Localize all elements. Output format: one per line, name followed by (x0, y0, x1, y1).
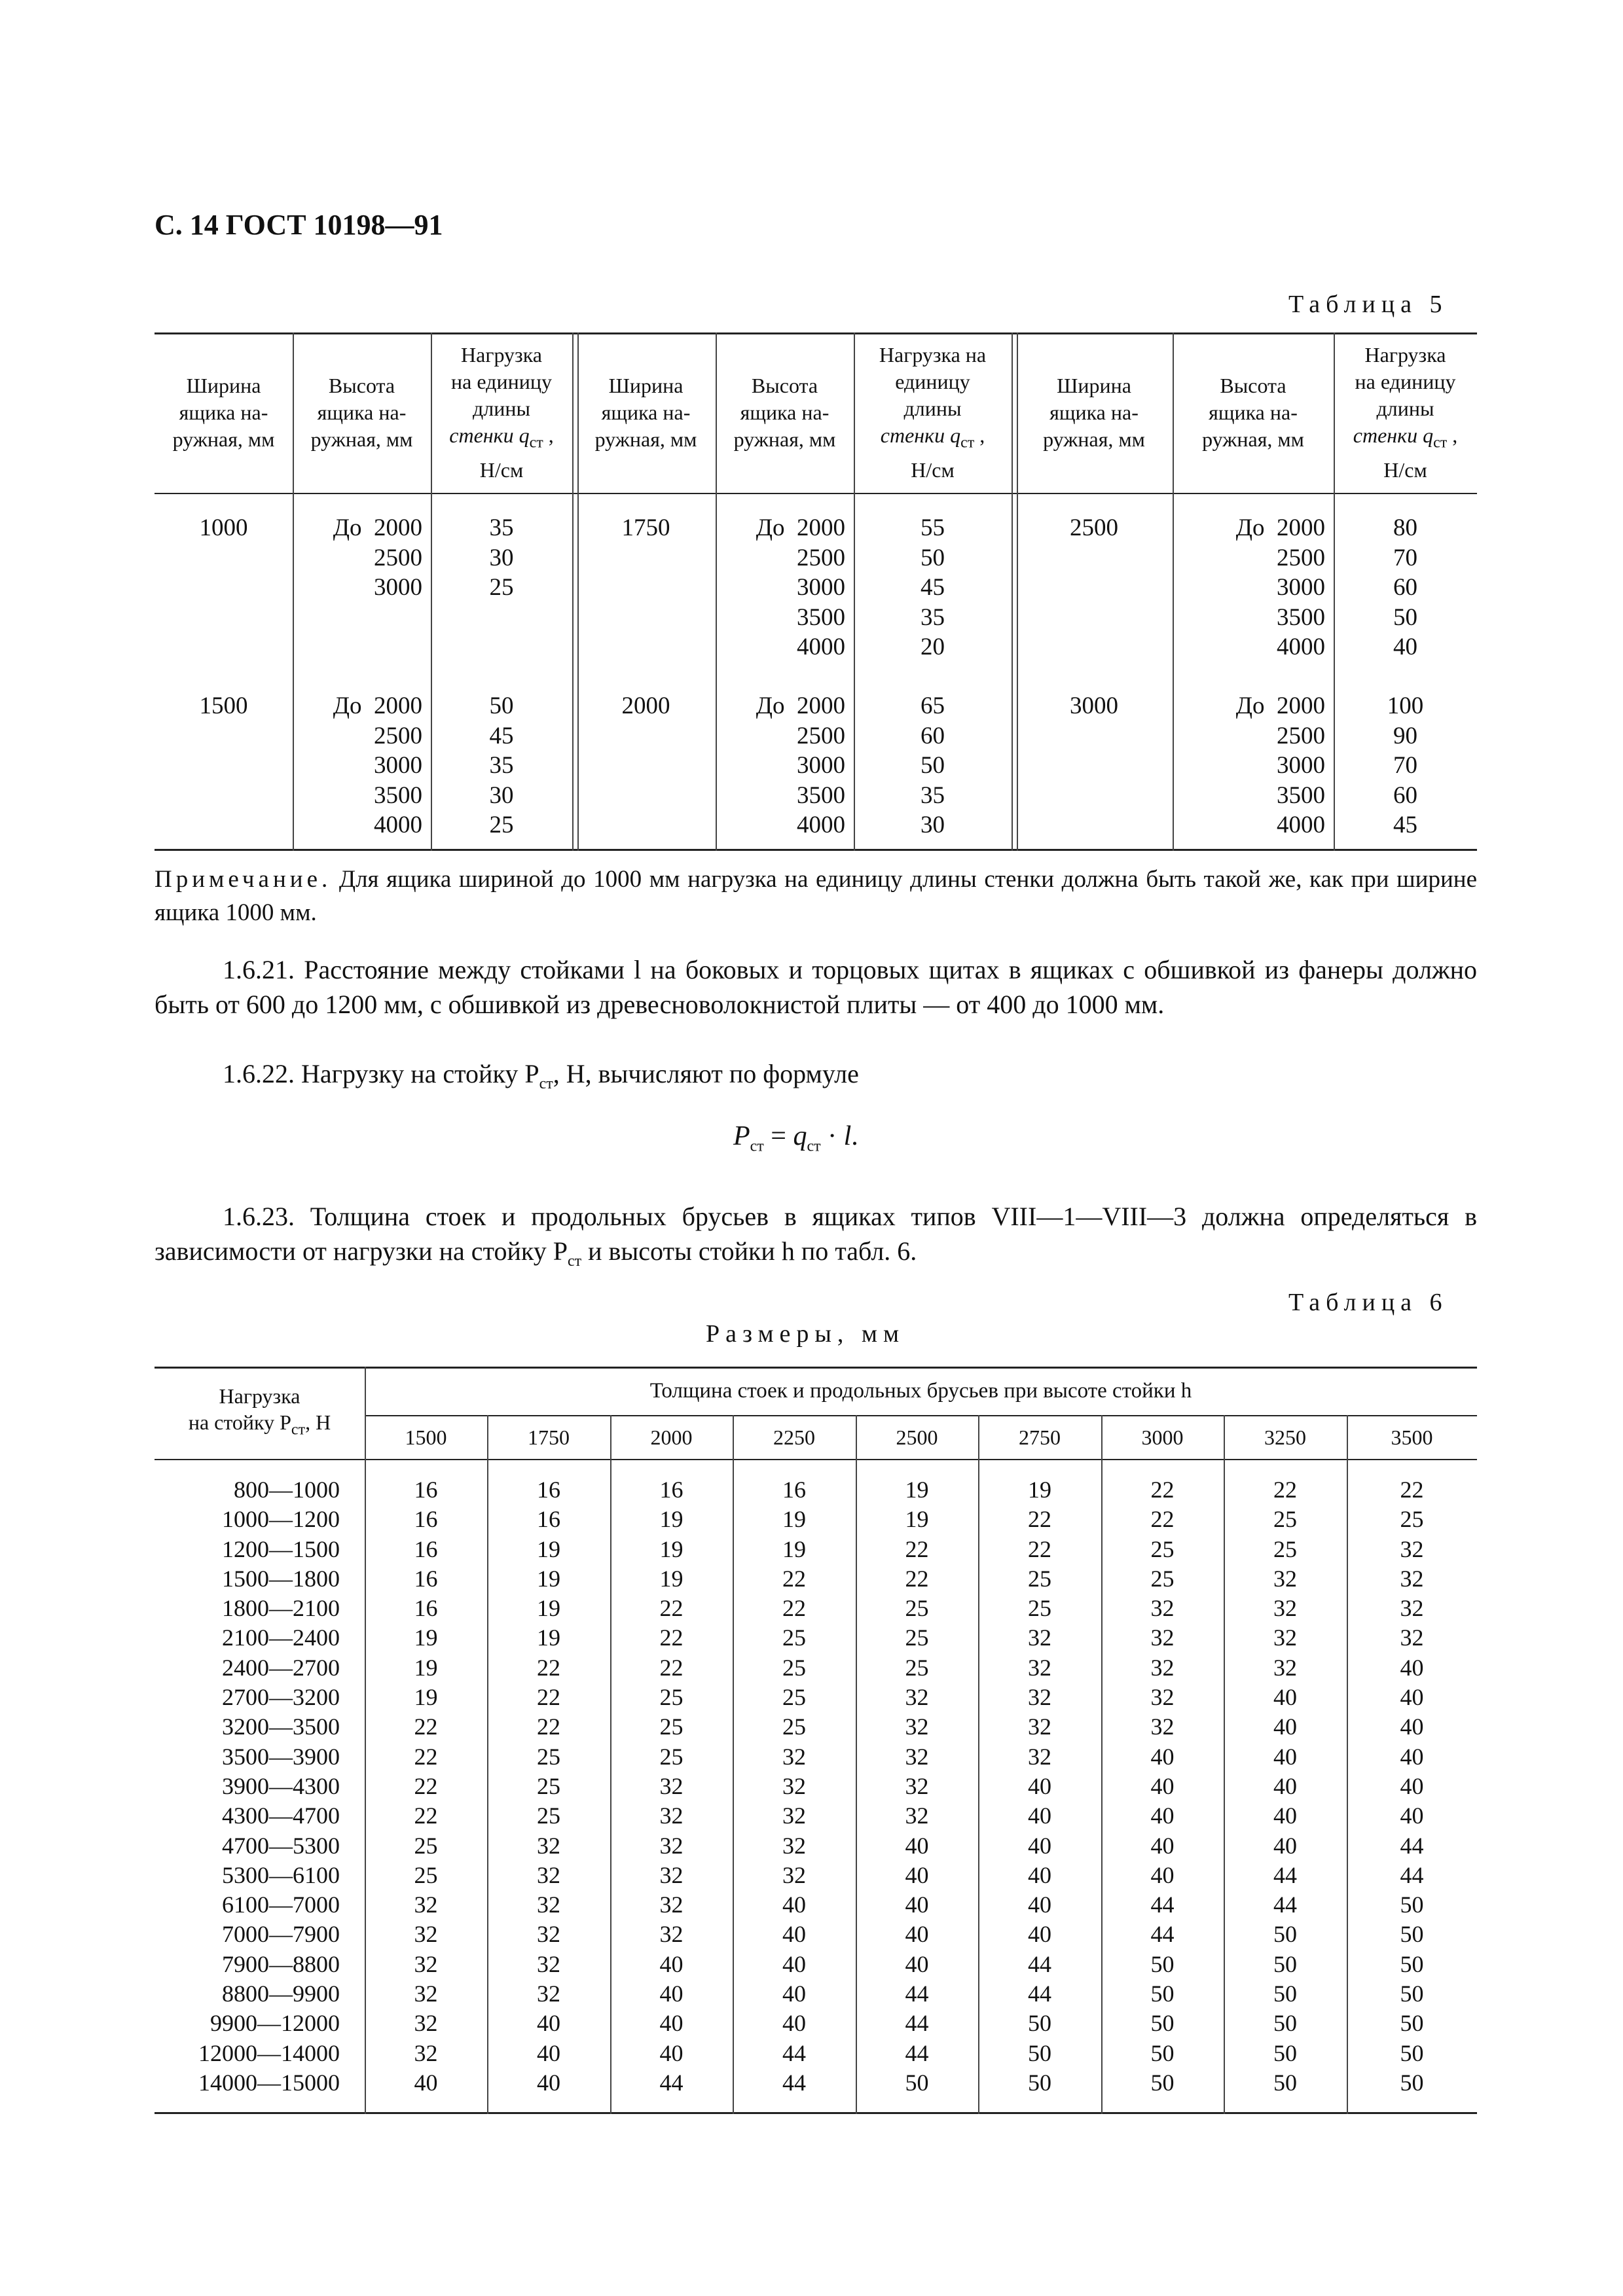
formula: $P_{ст} = q_{ст} \cdot l$. (733, 1121, 858, 1155)
t6-value-cell: 16 (537, 1506, 560, 1533)
t6-value-cell: 44 (1028, 1981, 1051, 2007)
t6-load-cell: 2100—2400 (222, 1624, 340, 1651)
t6-value-cell: 44 (1150, 1892, 1175, 1918)
t6-value-cell: 40 (1400, 1684, 1424, 1711)
t6-value-cell: 40 (782, 1921, 806, 1948)
t6-value-cell: 40 (1273, 1684, 1297, 1711)
t6-value-cell: 32 (414, 1981, 438, 2007)
t6-load-column (155, 1475, 340, 2098)
t6-value-cell: 25 (659, 1743, 684, 1770)
t6-value-cell: 25 (1028, 1565, 1051, 1592)
t6-load-cell: 2700—3200 (222, 1684, 340, 1711)
t6-value-cell: 40 (1028, 1921, 1051, 1948)
t6-value-cell: 40 (782, 1892, 806, 1918)
t6-value-cell: 22 (1028, 1506, 1051, 1533)
t6-value-cell: 32 (782, 1772, 806, 1799)
t6-value-cell: 40 (537, 2039, 560, 2066)
t6-value-cell: 19 (1028, 1477, 1051, 1503)
t6-value-cell: 25 (782, 1684, 806, 1711)
t6-value-cell: 25 (1273, 1535, 1297, 1562)
t6-header-height: 1500 (405, 1425, 447, 1449)
t6-value-column (1347, 1475, 1477, 2098)
t6-value-cell: 22 (537, 1654, 560, 1681)
t6-value-cell: 25 (782, 1624, 806, 1651)
t6-value-cell: 32 (659, 1892, 684, 1918)
t6-value-cell: 19 (414, 1624, 438, 1651)
t6-value-cell: 44 (1028, 1950, 1051, 1977)
t6-value-cell: 40 (414, 2069, 438, 2096)
t6-value-cell: 32 (1400, 1535, 1424, 1562)
t6-value-cell: 44 (905, 2010, 929, 2037)
t6-value-cell: 19 (659, 1565, 684, 1592)
t5-width-cell: 1000 (199, 514, 248, 541)
paragraph-1-6-22: 1.6.22. Нагрузку на стойку $P_{ст}$, Н, вычисляют по формуле (223, 1059, 859, 1092)
t6-value-cell: 32 (414, 1950, 438, 1977)
t6-value-cell: 25 (414, 1861, 438, 1888)
t6-value-cell: 19 (782, 1506, 806, 1533)
t6-header-height: 2250 (773, 1425, 815, 1449)
t6-value-cell: 32 (905, 1743, 929, 1770)
t6-load-cell: 9900—12000 (210, 2010, 340, 2037)
t6-value-cell: 40 (782, 2010, 806, 2037)
t6-load-cell: 4700—5300 (222, 1832, 340, 1859)
t6-value-cell: 22 (782, 1565, 806, 1592)
t6-load-cell: 1200—1500 (222, 1535, 340, 1562)
t6-header-height: 2500 (896, 1425, 938, 1449)
t6-load-cell: 7900—8800 (222, 1950, 340, 1977)
t6-value-cell: 40 (1150, 1861, 1175, 1888)
t6-value-cell: 32 (782, 1743, 806, 1770)
t6-value-cell: 50 (1273, 1950, 1297, 1977)
t6-value-cell: 50 (1150, 2069, 1175, 2096)
t6-value-cell: 40 (537, 2010, 560, 2037)
t6-value-cell: 40 (1028, 1861, 1051, 1888)
t6-load-cell: 8800—9900 (222, 1981, 340, 2007)
t6-value-cell: 16 (537, 1477, 560, 1503)
t5-height-cell: До 2000 2500 3000 (333, 514, 422, 601)
t5-header-height-2: Высота ящика на- ружная, мм (733, 374, 836, 451)
t6-value-cell: 25 (782, 1713, 806, 1740)
t6-value-cell: 22 (659, 1624, 684, 1651)
t5-header-width-3: Ширина ящика на- ружная, мм (1043, 374, 1145, 451)
t5-load-cell: 80 70 60 50 40 (1393, 514, 1417, 660)
t6-value-cell: 40 (905, 1921, 929, 1948)
t6-value-cell: 32 (414, 1892, 438, 1918)
t6-value-cell: 50 (1400, 1950, 1424, 1977)
t6-value-cell: 50 (1028, 2039, 1051, 2066)
t6-header-load: Нагрузка на стойку $P_{ст}$, Н (188, 1384, 331, 1439)
t6-value-cell: 40 (1273, 1713, 1297, 1740)
t6-value-cell: 16 (414, 1595, 438, 1622)
t6-value-cell: 40 (1400, 1743, 1424, 1770)
t6-value-cell: 40 (1028, 1832, 1051, 1859)
t5-load-cell: 100 90 70 60 45 (1387, 692, 1424, 838)
t6-value-cell: 32 (1150, 1624, 1175, 1651)
t6-value-cell: 44 (905, 2039, 929, 2066)
t6-value-cell: 16 (659, 1477, 684, 1503)
t6-value-cell: 50 (1273, 2010, 1297, 2037)
t6-value-cell: 40 (1028, 1772, 1051, 1799)
t5-width-cell: 3000 (1070, 692, 1118, 719)
t6-value-cell: 32 (782, 1803, 806, 1829)
t6-value-cell: 16 (414, 1477, 438, 1503)
t6-load-cell: 3900—4300 (222, 1772, 340, 1799)
t6-value-cell: 40 (1273, 1832, 1297, 1859)
t6-header-height: 3500 (1391, 1425, 1433, 1449)
t6-load-cell: 3200—3500 (222, 1713, 340, 1740)
t6-header-height: 1750 (528, 1425, 570, 1449)
t6-value-cell: 50 (1150, 2010, 1175, 2037)
t6-value-cell: 40 (1273, 1743, 1297, 1770)
t6-value-column (978, 1475, 1101, 2098)
t6-value-cell: 32 (1400, 1565, 1424, 1592)
t6-value-cell: 22 (1150, 1506, 1175, 1533)
t6-value-cell: 22 (905, 1565, 929, 1592)
t6-value-cell: 32 (659, 1772, 684, 1799)
t6-value-cell: 19 (659, 1506, 684, 1533)
t6-value-column (856, 1475, 978, 2098)
t6-value-cell: 32 (1150, 1684, 1175, 1711)
t6-value-cell: 22 (659, 1595, 684, 1622)
t6-value-cell: 19 (537, 1535, 560, 1562)
t6-load-cell: 7000—7900 (222, 1921, 340, 1948)
t6-value-cell: 25 (537, 1803, 560, 1829)
t6-value-cell: 32 (905, 1713, 929, 1740)
t6-value-cell: 50 (1150, 1950, 1175, 1977)
t5-height-cell: До 2000 2500 3000 3500 4000 (333, 692, 422, 838)
t6-value-cell: 19 (414, 1654, 438, 1681)
t6-load-cell: 3500—3900 (222, 1743, 340, 1770)
t6-value-cell: 32 (659, 1803, 684, 1829)
t6-load-cell: 4300—4700 (222, 1803, 340, 1829)
t6-load-cell: 2400—2700 (222, 1654, 340, 1681)
t6-value-cell: 25 (537, 1772, 560, 1799)
t5-load-cell: 65 60 50 35 30 (921, 692, 945, 838)
t6-value-cell: 19 (537, 1624, 560, 1651)
t6-value-cell: 50 (1400, 1892, 1424, 1918)
table5-note: Примечание. Для ящика шириной до 1000 мм нагрузка на единицу длины стенки должна быть такой же, как при ширине ящика 1000 мм. (155, 866, 1477, 926)
t6-value-cell: 32 (782, 1861, 806, 1888)
t5-height-cell: До 2000 2500 3000 3500 4000 (1235, 692, 1325, 838)
t6-value-cell: 40 (1150, 1832, 1175, 1859)
t6-value-cell: 19 (782, 1535, 806, 1562)
t6-value-cell: 32 (1150, 1595, 1175, 1622)
t6-value-cell: 32 (782, 1832, 806, 1859)
t6-value-cell: 19 (659, 1535, 684, 1562)
t6-value-cell: 44 (905, 1981, 929, 2007)
t6-load-cell: 1000—1200 (222, 1506, 340, 1533)
t6-header-height: 3250 (1264, 1425, 1306, 1449)
t6-header-group: Толщина стоек и продольных брусьев при высоте стойки h (649, 1379, 1192, 1403)
t6-load-cell: 1800—2100 (222, 1595, 340, 1622)
t6-value-cell: 40 (905, 1892, 929, 1918)
t6-load-cell: 1500—1800 (222, 1565, 340, 1592)
t6-value-cell: 32 (537, 1861, 560, 1888)
t6-value-cell: 44 (659, 2069, 684, 2096)
t6-value-cell: 40 (905, 1950, 929, 1977)
t6-value-cell: 40 (1273, 1803, 1297, 1829)
t5-width-cell: 1500 (199, 692, 248, 719)
t6-value-cell: 50 (1400, 2039, 1424, 2066)
table5 (155, 332, 1477, 851)
t6-value-cell: 25 (1400, 1506, 1424, 1533)
t6-value-cell: 50 (1400, 1981, 1424, 2007)
t6-value-cell: 44 (1150, 1921, 1175, 1948)
t6-load-cell: 14000—15000 (198, 2069, 340, 2096)
t6-load-cell: 800—1000 (234, 1477, 340, 1503)
t6-value-cell: 32 (537, 1950, 560, 1977)
t6-value-cell: 32 (905, 1803, 929, 1829)
t6-value-cell: 32 (537, 1832, 560, 1859)
t6-value-cell: 44 (1273, 1861, 1297, 1888)
t5-header-width-2: Ширина ящика на- ружная, мм (594, 374, 697, 451)
t6-value-cell: 40 (659, 2010, 684, 2037)
t6-value-cell: 32 (1150, 1713, 1175, 1740)
t6-value-cell: 25 (905, 1654, 929, 1681)
t6-value-cell: 25 (782, 1654, 806, 1681)
t6-value-cell: 22 (1273, 1477, 1297, 1503)
t6-value-cell: 25 (537, 1743, 560, 1770)
t6-value-cell: 50 (1400, 2010, 1424, 2037)
t6-value-cell: 40 (659, 2039, 684, 2066)
t6-value-cell: 22 (414, 1743, 438, 1770)
page-header: С. 14 ГОСТ 10198—91 (155, 209, 443, 241)
t6-value-cell: 32 (1273, 1654, 1297, 1681)
t6-value-cell: 40 (1400, 1803, 1424, 1829)
t6-value-cell: 32 (414, 1921, 438, 1948)
t6-value-cell: 40 (1028, 1803, 1051, 1829)
t6-value-cell: 32 (1028, 1624, 1051, 1651)
t5-height-cell: До 2000 2500 3000 3500 4000 (1235, 514, 1325, 660)
t5-load-cell: 55 50 45 35 20 (921, 514, 945, 660)
t6-value-cell: 32 (1273, 1595, 1297, 1622)
t6-value-cell: 32 (659, 1861, 684, 1888)
t6-value-cell: 50 (1028, 2069, 1051, 2096)
t6-value-cell: 32 (1028, 1684, 1051, 1711)
t6-value-cell: 50 (1150, 2039, 1175, 2066)
t6-value-cell: 19 (537, 1565, 560, 1592)
t6-value-cell: 50 (1273, 1921, 1297, 1948)
t6-value-cell: 32 (537, 1892, 560, 1918)
t6-value-cell: 32 (537, 1981, 560, 2007)
t6-value-cell: 40 (1150, 1743, 1175, 1770)
t6-value-cell: 22 (414, 1713, 438, 1740)
table6-caption: Таблица 6 (1288, 1289, 1448, 1316)
t6-value-cell: 22 (1400, 1477, 1424, 1503)
t6-value-cell: 44 (1400, 1861, 1424, 1888)
t6-value-cell: 32 (414, 2039, 438, 2066)
table6-subcaption: Размеры, мм (706, 1320, 905, 1348)
t6-value-cell: 40 (905, 1832, 929, 1859)
t6-value-cell: 40 (659, 1950, 684, 1977)
t6-value-cell: 40 (1150, 1803, 1175, 1829)
t6-value-cell: 32 (537, 1921, 560, 1948)
t6-value-cell: 32 (1400, 1595, 1424, 1622)
t6-value-cell: 32 (659, 1832, 684, 1859)
t6-value-cell: 19 (905, 1506, 929, 1533)
t6-value-cell: 50 (1150, 1981, 1175, 2007)
t6-value-cell: 22 (414, 1772, 438, 1799)
t6-value-cell: 50 (1400, 1921, 1424, 1948)
t6-value-cell: 32 (659, 1921, 684, 1948)
t6-value-cell: 16 (782, 1477, 806, 1503)
t6-value-cell: 32 (1400, 1624, 1424, 1651)
t6-value-cell: 25 (659, 1684, 684, 1711)
t5-width-cell: 2000 (621, 692, 670, 719)
t6-value-cell: 25 (1273, 1506, 1297, 1533)
t5-header-width-1: Ширина ящика на- ружная, мм (172, 374, 275, 451)
t6-value-cell: 16 (414, 1565, 438, 1592)
t6-value-cell: 50 (1400, 2069, 1424, 2096)
t6-value-cell: 44 (782, 2039, 806, 2066)
t6-value-cell: 40 (537, 2069, 560, 2096)
t6-value-column (1224, 1475, 1347, 2098)
t5-header-load-1: Нагрузка на единицу длины стенки $q_{ст}$ , Н/см (449, 343, 554, 482)
t6-value-cell: 25 (1028, 1595, 1051, 1622)
t6-value-cell: 32 (1028, 1713, 1051, 1740)
t6-value-cell: 40 (1028, 1892, 1051, 1918)
t6-value-cell: 22 (1150, 1477, 1175, 1503)
t6-header-height: 3000 (1141, 1425, 1184, 1449)
t6-value-cell: 22 (659, 1654, 684, 1681)
t6-value-cell: 25 (659, 1713, 684, 1740)
t6-value-cell: 32 (905, 1684, 929, 1711)
t6-value-column (610, 1475, 733, 2098)
t6-value-cell: 44 (782, 2069, 806, 2096)
paragraph-1-6-21: 1.6.21. Расстояние между стойками l на боковых и торцовых щитах в ящиках с обшивкой из фанеры должно быть от 600 до 1200 мм, с обшивкой из древесноволокнистой плиты — от 400 до 1000 мм. (155, 955, 1477, 1019)
t6-value-cell: 40 (1150, 1772, 1175, 1799)
t6-value-cell: 40 (659, 1981, 684, 2007)
t6-value-column (487, 1475, 610, 2098)
table5-caption: Таблица 5 (1288, 291, 1448, 318)
table6 (155, 1367, 1477, 2114)
t6-value-cell: 40 (1400, 1772, 1424, 1799)
t6-value-column (365, 1475, 487, 2098)
t6-value-cell: 44 (1400, 1832, 1424, 1859)
t6-value-cell: 32 (1273, 1565, 1297, 1592)
t6-header-height: 2750 (1019, 1425, 1061, 1449)
t6-value-cell: 40 (782, 1981, 806, 2007)
t6-load-cell: 6100—7000 (222, 1892, 340, 1918)
t6-value-cell: 16 (414, 1535, 438, 1562)
t6-value-cell: 19 (537, 1595, 560, 1622)
t6-value-cell: 50 (905, 2069, 929, 2096)
t6-value-cell: 32 (905, 1772, 929, 1799)
t6-value-cell: 40 (1273, 1772, 1297, 1799)
t6-value-cell: 32 (414, 2010, 438, 2037)
t6-load-cell: 5300—6100 (222, 1861, 340, 1888)
t6-value-cell: 40 (1400, 1713, 1424, 1740)
t5-width-cell: 1750 (621, 514, 670, 541)
t6-value-cell: 40 (782, 1950, 806, 1977)
t6-value-cell: 44 (1273, 1892, 1297, 1918)
t6-value-cell: 25 (414, 1832, 438, 1859)
t6-value-cell: 40 (905, 1861, 929, 1888)
t5-header-height-3: Высота ящика на- ружная, мм (1202, 374, 1304, 451)
t5-width-cell: 2500 (1070, 514, 1118, 541)
t6-value-cell: 22 (537, 1713, 560, 1740)
t6-value-cell: 22 (537, 1684, 560, 1711)
t6-value-cell: 32 (1273, 1624, 1297, 1651)
t6-value-cell: 16 (414, 1506, 438, 1533)
t6-load-cell: 12000—14000 (198, 2039, 340, 2066)
t6-value-column (733, 1475, 856, 2098)
paragraph-1-6-23: 1.6.23. Толщина стоек и продольных брусьев в ящиках типов VIII—1—VIII—3 должна определяться в зависимости от нагрузки на стойку $P_{ст}$ и высоты стойки h по табл. 6. (155, 1202, 1477, 1270)
t6-value-cell: 19 (905, 1477, 929, 1503)
t6-value-cell: 40 (1400, 1654, 1424, 1681)
t5-height-cell: До 2000 2500 3000 3500 4000 (756, 692, 845, 838)
t6-value-cell: 19 (414, 1684, 438, 1711)
t6-value-cell: 32 (1028, 1654, 1051, 1681)
t6-value-column (1101, 1475, 1224, 2098)
t6-value-cell: 50 (1273, 1981, 1297, 2007)
t6-header-height: 2000 (650, 1425, 693, 1449)
t6-value-cell: 50 (1273, 2069, 1297, 2096)
t6-value-cell: 25 (1150, 1565, 1175, 1592)
t6-value-cell: 22 (414, 1803, 438, 1829)
t6-value-cell: 22 (782, 1595, 806, 1622)
t6-value-cell: 50 (1273, 2039, 1297, 2066)
t5-load-cell: 35 30 25 (489, 514, 514, 601)
t5-height-cell: До 2000 2500 3000 3500 4000 (756, 514, 845, 660)
t5-header-load-3: Нагрузка на единицу длины стенки $q_{ст}$ , Н/см (1353, 343, 1458, 482)
t6-value-cell: 25 (1150, 1535, 1175, 1562)
t6-value-cell: 32 (1028, 1743, 1051, 1770)
t6-value-cell: 32 (1150, 1654, 1175, 1681)
t5-header-height-1: Высота ящика на- ружная, мм (310, 374, 413, 451)
t6-value-cell: 22 (1028, 1535, 1051, 1562)
t5-header-load-2: Нагрузка на единицу длины стенки $q_{ст}$ , Н/см (879, 343, 987, 482)
t5-load-cell: 50 45 35 30 25 (489, 692, 514, 838)
t6-value-cell: 25 (905, 1624, 929, 1651)
t6-value-cell: 50 (1028, 2010, 1051, 2037)
t6-value-cell: 22 (905, 1535, 929, 1562)
t6-value-cell: 25 (905, 1595, 929, 1622)
